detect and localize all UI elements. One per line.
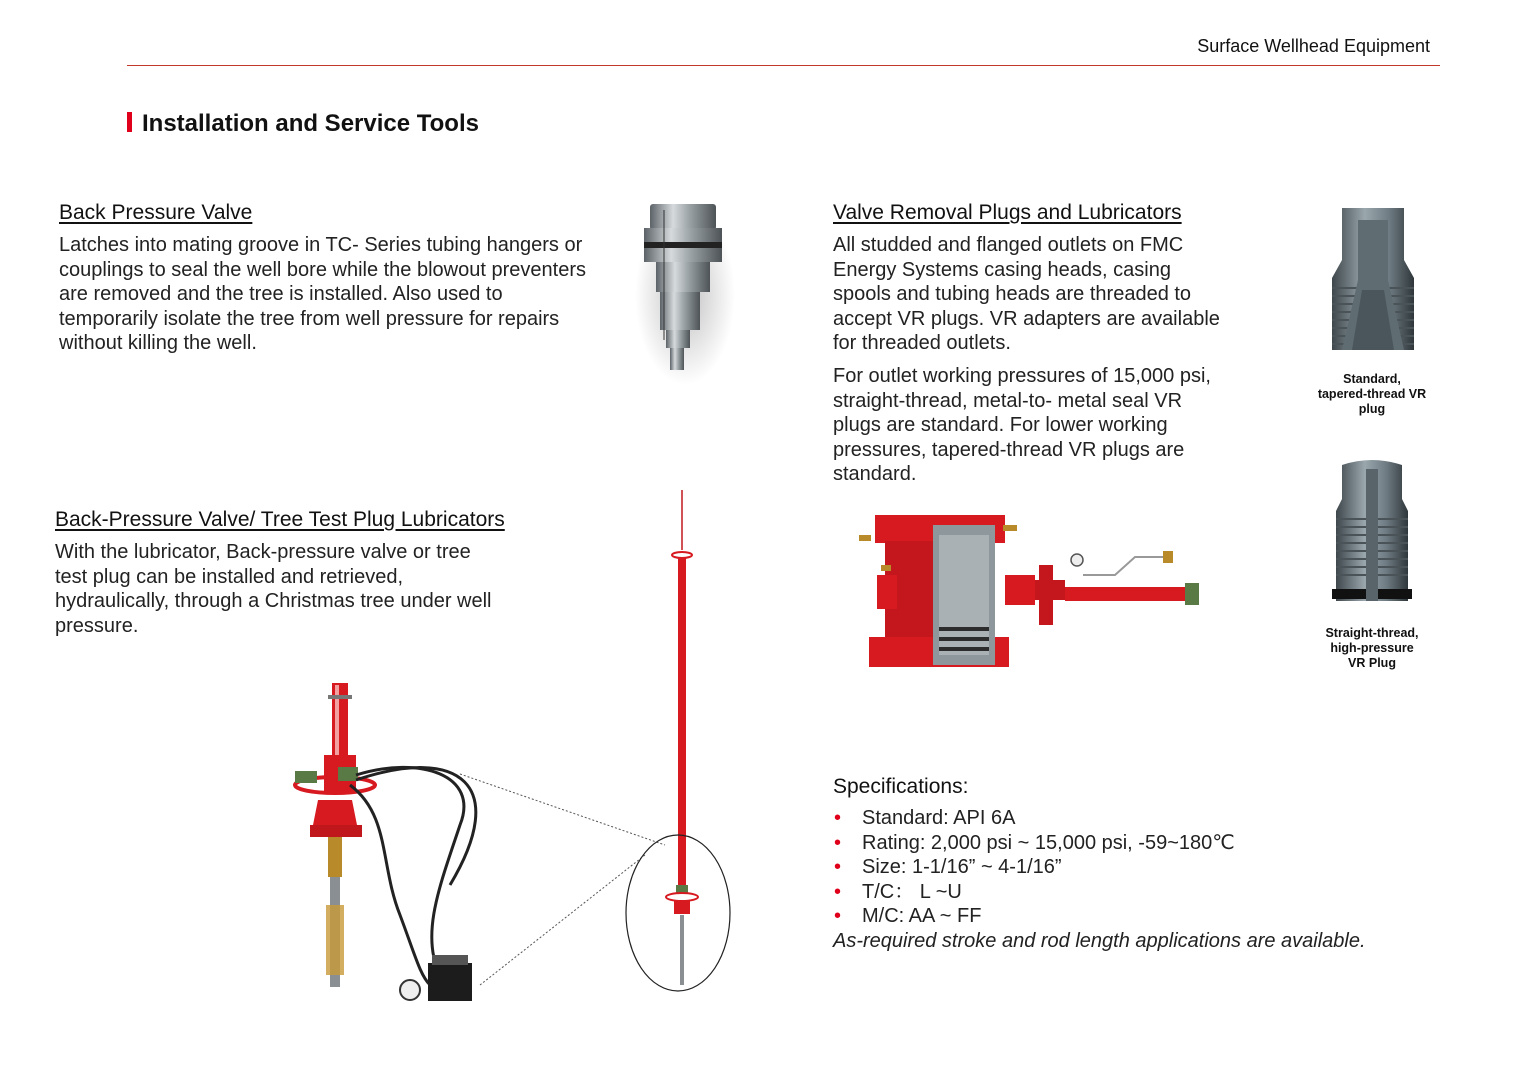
caption-line: VR Plug <box>1348 656 1396 670</box>
bpv-description <box>59 233 629 356</box>
bpv-line: couplings to seal the well bore while the blowout preventers <box>59 258 586 281</box>
lubricator-line: With the lubricator, Back-pressure valve or tree <box>55 541 471 563</box>
vr-heading: Valve Removal Plugs and Lubricators <box>833 201 1182 224</box>
section-title: Installation and Service Tools <box>142 110 479 137</box>
vr-description-1 <box>833 233 1243 356</box>
lubricator-line: hydraulically, through a Christmas tree under well <box>55 590 492 613</box>
vr-line: for threaded outlets. <box>833 332 1011 355</box>
vr-description-2 <box>833 364 1243 487</box>
lubricator-pole-image <box>626 490 730 991</box>
vr-line: All studded and flanged outlets on FMC <box>833 234 1184 256</box>
caption-line: plug <box>1358 402 1386 416</box>
tapered-vr-plug-image <box>1318 200 1428 365</box>
caption-line: high-pressure <box>1330 641 1414 655</box>
tapered-plug-caption <box>1310 372 1434 417</box>
vr-line: plugs are standard. For lower working <box>833 414 1168 437</box>
caption-line: Straight-thread, <box>1325 626 1419 640</box>
vr-line: pressures, tapered-thread VR plugs are <box>833 438 1185 461</box>
wellhead-cutaway-image <box>855 505 1215 675</box>
lubricator-heading: Back-Pressure Valve/ Tree Test Plug Lubricators <box>55 508 505 531</box>
specifications-title: Specifications: <box>833 775 969 798</box>
caption-line: tapered-thread VR <box>1317 387 1427 401</box>
vr-line: straight-thread, metal-to- metal seal VR <box>833 389 1183 412</box>
lubricator-assembly-image <box>295 683 476 1001</box>
vr-line: standard. <box>833 463 917 486</box>
bpv-line: temporarily isolate the tree from well pressure for repairs <box>59 307 560 330</box>
back-pressure-valve-image <box>630 200 740 380</box>
spec-item: • T/C： L ~U <box>833 880 1235 905</box>
bpv-line: without killing the well. <box>59 332 257 355</box>
spec-item: • Rating: 2,000 psi ~ 15,000 psi, -59~180℃ <box>833 831 1235 856</box>
header-rule <box>127 65 1440 66</box>
vr-line: Energy Systems casing heads, casing <box>833 258 1171 281</box>
section-accent-bar <box>127 112 132 132</box>
vr-line: accept VR plugs. VR adapters are available <box>833 307 1220 330</box>
spec-item: • Size: 1-1/16” ~ 4-1/16” <box>833 855 1235 880</box>
spec-item: • M/C: AA ~ FF <box>833 904 1235 929</box>
specifications-note: As-required stroke and rod length applications are available. <box>833 930 1366 952</box>
bpv-line: Latches into mating groove in TC- Series tubing hangers or <box>59 234 583 256</box>
vr-line: For outlet working pressures of 15,000 psi, <box>833 365 1211 387</box>
spec-item: • Standard: API 6A <box>833 806 1235 831</box>
bpv-heading: Back Pressure Valve <box>59 201 253 224</box>
bpv-line: are removed and the tree is installed. Also used to <box>59 283 503 306</box>
lubricator-line: test plug can be installed and retrieved, <box>55 565 403 588</box>
specifications-list <box>833 806 1235 929</box>
vr-line: spools and tubing heads are threaded to <box>833 283 1192 306</box>
document-header-title: Surface Wellhead Equipment <box>1197 36 1430 56</box>
lubricator-line: pressure. <box>55 614 139 637</box>
caption-line: Standard, <box>1343 372 1401 386</box>
lubricator-illustration <box>280 485 740 1010</box>
straight-vr-plug-image <box>1322 455 1422 620</box>
straight-plug-caption <box>1310 626 1434 671</box>
